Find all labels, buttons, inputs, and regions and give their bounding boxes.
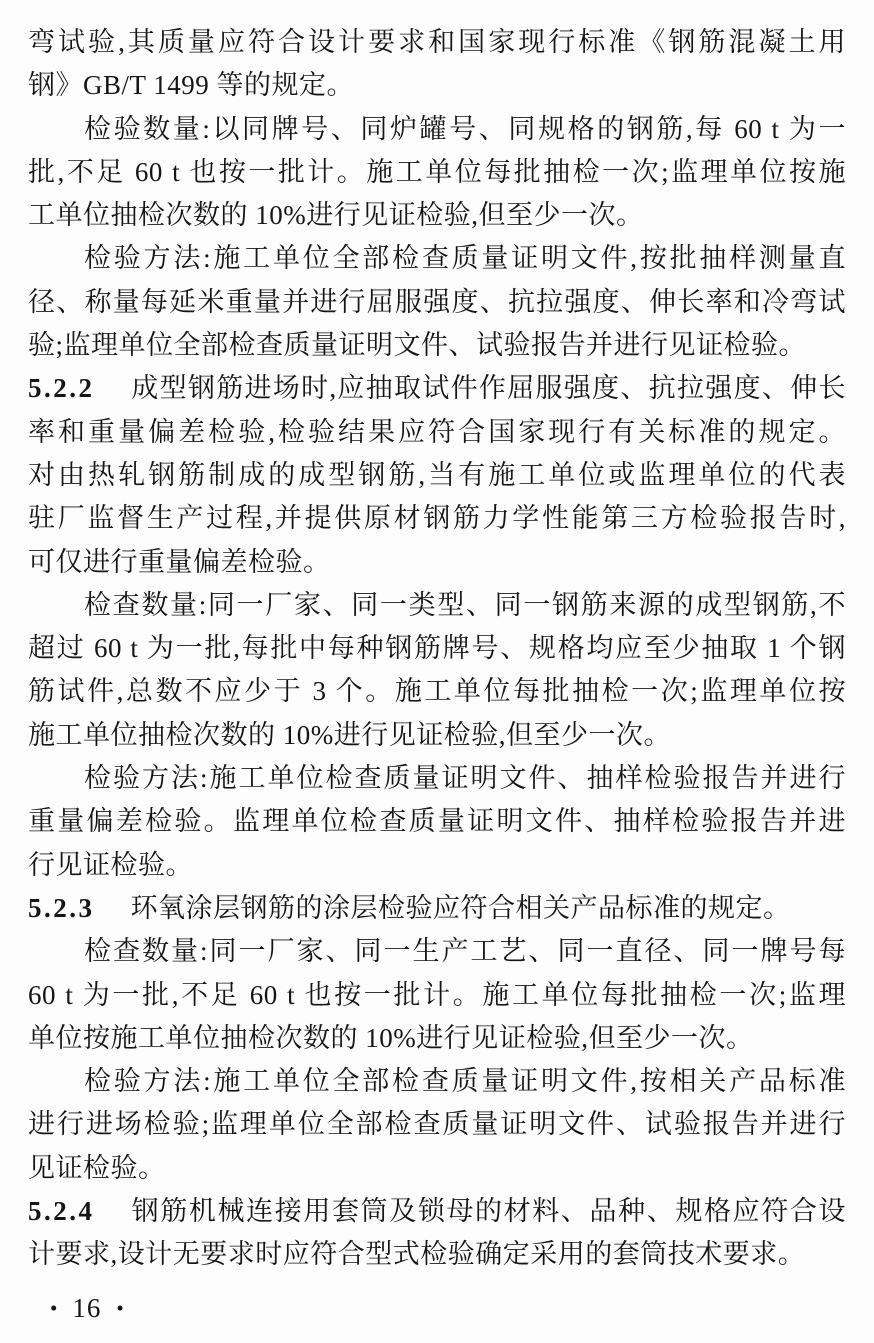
text-line <box>28 670 846 713</box>
text-line <box>28 1147 846 1190</box>
text-line <box>28 497 846 540</box>
text-line <box>28 1103 846 1146</box>
line-text: 检验方法:施工单位检查质量证明文件、抽样检验报告并进行 <box>84 763 846 794</box>
line-text: 钢》GB/T 1499 等的规定。 <box>28 70 355 101</box>
text-line <box>28 541 846 584</box>
text-line <box>28 194 846 237</box>
line-text: 施工单位抽检次数的 10%进行见证检验,但至少一次。 <box>28 719 671 750</box>
footer-bullet-right: • <box>116 1295 124 1320</box>
line-text: 重量偏差检验。监理单位检查质量证明文件、抽样检验报告并进 <box>28 806 846 837</box>
line-text: 检验方法:施工单位全部检查质量证明文件,按相关产品标准 <box>84 1066 846 1097</box>
line-text: 60 t 为一批,不足 60 t 也按一批计。施工单位每批抽检一次;监理 <box>28 979 846 1010</box>
text-line <box>28 930 846 973</box>
page-number: 16 <box>72 1292 102 1323</box>
footer-bullet-left: • <box>50 1295 58 1320</box>
text-line <box>28 757 846 800</box>
text-line <box>28 1060 846 1103</box>
line-text: 驻厂监督生产过程,并提供原材钢筋力学性能第三方检验报告时, <box>28 503 846 534</box>
text-line <box>28 237 846 280</box>
line-text: 成型钢筋进场时,应抽取试件作屈服强度、抗拉强度、伸长 <box>130 373 846 404</box>
line-text: 行见证检验。 <box>28 849 193 880</box>
page-footer <box>28 1287 846 1330</box>
line-text: 环氧涂层钢筋的涂层检验应符合相关产品标准的规定。 <box>130 892 791 923</box>
line-text: 检验方法:施工单位全部检查质量证明文件,按批抽样测量直 <box>84 243 846 274</box>
line-text: 检查数量:同一厂家、同一生产工艺、同一直径、同一牌号每 <box>84 936 846 967</box>
line-text: 可仅进行重量偏差检验。 <box>28 546 331 577</box>
section-line <box>28 367 846 410</box>
line-text: 径、称量每延米重量并进行屈服强度、抗拉强度、伸长率和冷弯试 <box>28 286 846 317</box>
line-text: 单位按施工单位抽检次数的 10%进行见证检验,但至少一次。 <box>28 1022 754 1053</box>
line-text: 见证检验。 <box>28 1152 166 1183</box>
line-text: 筋试件,总数不应少于 3 个。施工单位每批抽检一次;监理单位按 <box>28 676 846 707</box>
line-text: 超过 60 t 为一批,每批中每种钢筋牌号、规格均应至少抽取 1 个钢 <box>28 633 846 664</box>
text-line <box>28 1233 846 1276</box>
page-text <box>28 21 846 1277</box>
text-line <box>28 974 846 1017</box>
section-line <box>28 1190 846 1233</box>
line-text: 检查数量:同一厂家、同一类型、同一钢筋来源的成型钢筋,不 <box>84 589 846 620</box>
text-line <box>28 1017 846 1060</box>
line-text: 钢筋机械连接用套筒及锁母的材料、品种、规格应符合设 <box>130 1196 846 1227</box>
line-text: 批,不足 60 t 也按一批计。施工单位每批抽检一次;监理单位按施 <box>28 156 846 187</box>
section-line <box>28 887 846 930</box>
line-text: 工单位抽检次数的 10%进行见证检验,但至少一次。 <box>28 200 644 231</box>
text-line <box>28 324 846 367</box>
line-text: 检验数量:以同牌号、同炉罐号、同规格的钢筋,每 60 t 为一 <box>84 113 846 144</box>
line-text: 进行进场检验;监理单位全部检查质量证明文件、试验报告并进行 <box>28 1109 846 1140</box>
text-line <box>28 411 846 454</box>
text-line <box>28 64 846 107</box>
text-line <box>28 800 846 843</box>
section-number: 5.2.2 <box>28 373 95 404</box>
text-line <box>28 454 846 497</box>
text-line <box>28 281 846 324</box>
text-line <box>28 844 846 887</box>
line-text: 弯试验,其质量应符合设计要求和国家现行标准《钢筋混凝土用 <box>28 27 846 57</box>
text-line <box>28 21 846 64</box>
text-line <box>28 627 846 670</box>
line-text: 率和重量偏差检验,检验结果应符合国家现行有关标准的规定。 <box>28 416 846 447</box>
text-line <box>28 584 846 627</box>
line-text: 验;监理单位全部检查质量证明文件、试验报告并进行见证检验。 <box>28 330 807 361</box>
line-text: 对由热轧钢筋制成的成型钢筋,当有施工单位或监理单位的代表 <box>28 459 846 490</box>
section-number: 5.2.3 <box>28 892 95 923</box>
text-line <box>28 151 846 194</box>
section-number: 5.2.4 <box>28 1196 95 1227</box>
line-text: 计要求,设计无要求时应符合型式检验确定采用的套筒技术要求。 <box>28 1239 806 1270</box>
text-line <box>28 714 846 757</box>
text-line <box>28 108 846 151</box>
